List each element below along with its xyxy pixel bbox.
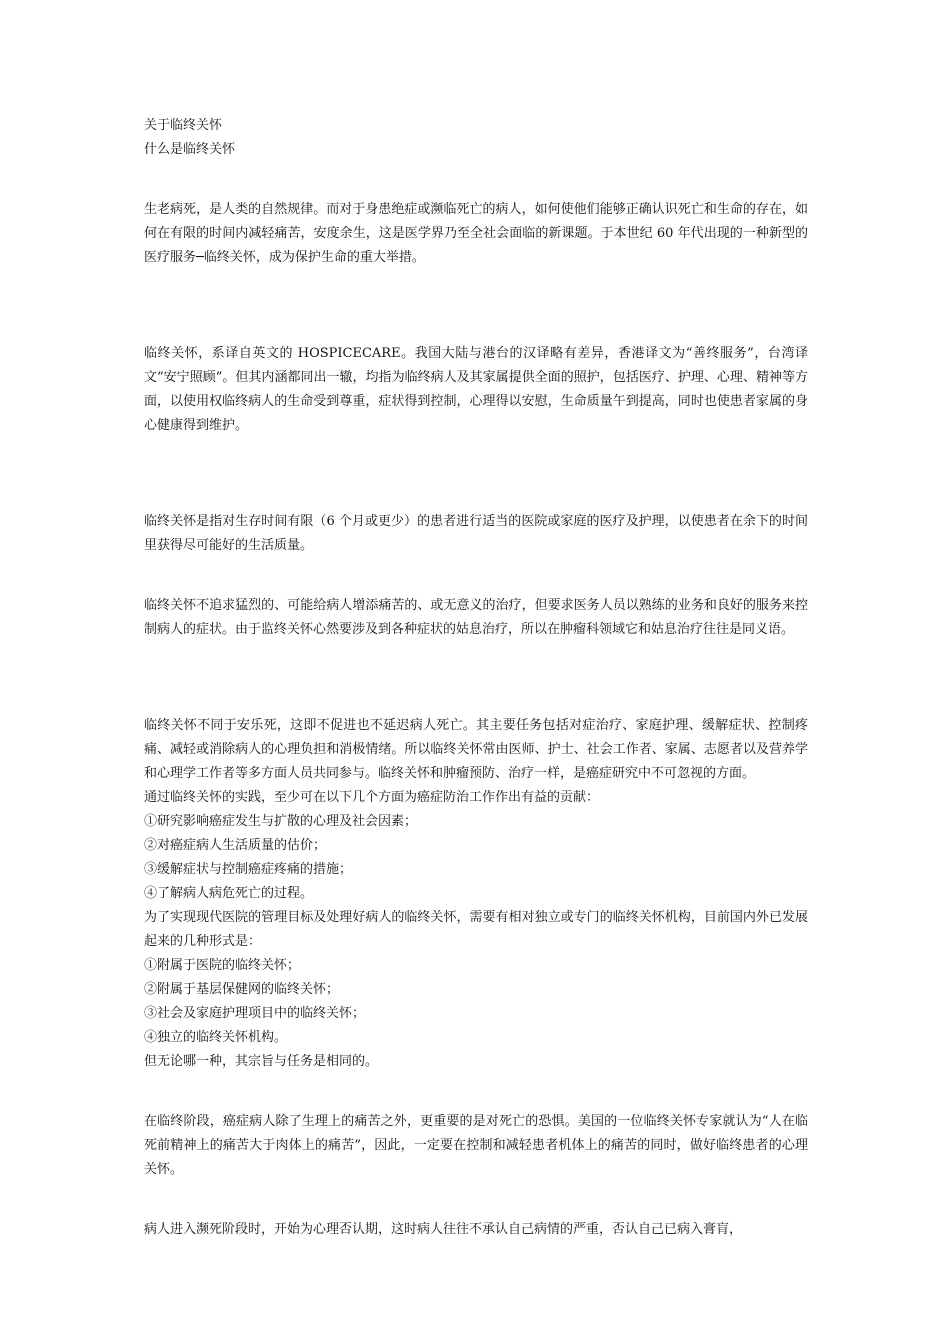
paragraph-principle: 临终关怀不追求猛烈的、可能给病人增添痛苦的、或无意义的治疗，但要求医务人员以熟练的业务和良好的服务来控制病人的症状。由于监终关怀心然要涉及到各种症状的姑息治疗，所以在肿瘤科领域它和姑息治疗往往是同义语。: [144, 598, 808, 637]
paragraph-intro: 生老病死，是人类的自然规律。而对于身患绝症或濒临死亡的病人，如何使他们能够正确认识死亡和生命的存在，如何在有限的时间内减轻痛苦，安度余生，这是医学界乃至全社会面临的新课题。于本世纪 60 年代出现的一种新型的医疗服务─临终关怀，成为保护生命的重大举措。: [144, 202, 808, 265]
paragraph-forms-intro: 为了实现现代医院的管理目标及处理好病人的临终关怀，需要有相对独立或专门的临终关怀机构，目前国内外已发展起来的几种形式是：: [144, 910, 808, 949]
spacer: [144, 1074, 808, 1110]
paragraph-tasks: 临终关怀不同于安乐死，这即不促进也不延迟病人死亡。其主要任务包括对症治疗、家庭护理、缓解症状、控制疼痛、减轻或消除病人的心理负担和消极情绪。所以临终关怀常由医师、护士、社会工作者、家属、志愿者以及营养学和心理学工作者等多方面人员共同参与。临终关怀和肿瘤预防、治疗一样，是癌症研究中不可忽视的方面。: [144, 718, 808, 781]
paragraph-scope: 临终关怀是指对生存时间有限（6 个月或更少）的患者进行适当的医院或家庭的医疗及护理，以使患者在余下的时间里获得尽可能好的生活质量。: [144, 514, 808, 553]
paragraph-psychology: 在临终阶段，癌症病人除了生理上的痛苦之外，更重要的是对死亡的恐惧。美国的一位临终关怀专家就认为“人在临死前精神上的痛苦大于肉体上的痛苦”，因此，一定要在控制和减轻患者机体上的痛苦的同时，做好临终患者的心理关怀。: [144, 1114, 808, 1177]
spacer: [144, 270, 808, 318]
contributions-list: [144, 810, 808, 906]
list-item: ②对癌症病人生活质量的估价；: [144, 838, 327, 853]
paragraph-contributions-intro: 通过临终关怀的实践，至少可在以下几个方面为癌症防治工作作出有益的贡献：: [144, 790, 600, 805]
list-item: ③社会及家庭护理项目中的临终关怀；: [144, 1006, 366, 1021]
forms-list: [144, 954, 808, 1050]
document-title: 关于临终关怀: [144, 118, 223, 133]
section-heading: 什么是临终关怀: [144, 142, 236, 157]
paragraph-definition: 临终关怀，系译自英文的 HOSPICECARE。我国大陆与港台的汉译略有差异，香港译文为“善终服务”，台湾译文“安宁照顾”。但其内涵都同出一辙，均指为临终病人及其家属提供全面的照护，包括医疗、护理、心理、精神等方面，以使用权临终病人的生命受到尊重，症状得到控制，心理得以安慰，生命质量午到提高，同时也使患者家属的身心健康得到维护。: [144, 346, 808, 433]
list-item: ④了解病人病危死亡的过程。: [144, 886, 314, 901]
spacer: [144, 318, 808, 342]
list-item: ①附属于医院的临终关怀；: [144, 958, 301, 973]
spacer: [144, 162, 808, 198]
paragraph-denial-stage: 病人进入濒死阶段时，开始为心理否认期，这时病人往往不承认自己病情的严重，否认自己已病入膏肓，: [144, 1222, 743, 1237]
list-item: ①研究影响癌症发生与扩散的心理及社会因素；: [144, 814, 418, 829]
paragraph-conclusion: 但无论哪一种，其宗旨与任务是相同的。: [144, 1054, 379, 1069]
list-item: ③缓解症状与控制癌症疼痛的措施；: [144, 862, 353, 877]
spacer: [144, 438, 808, 486]
spacer: [144, 642, 808, 690]
spacer: [144, 558, 808, 594]
list-item: ④独立的临终关怀机构。: [144, 1030, 288, 1045]
document-body: [144, 114, 808, 1242]
list-item: ②附属于基层保健网的临终关怀；: [144, 982, 340, 997]
spacer: [144, 1182, 808, 1218]
spacer: [144, 486, 808, 510]
spacer: [144, 690, 808, 714]
